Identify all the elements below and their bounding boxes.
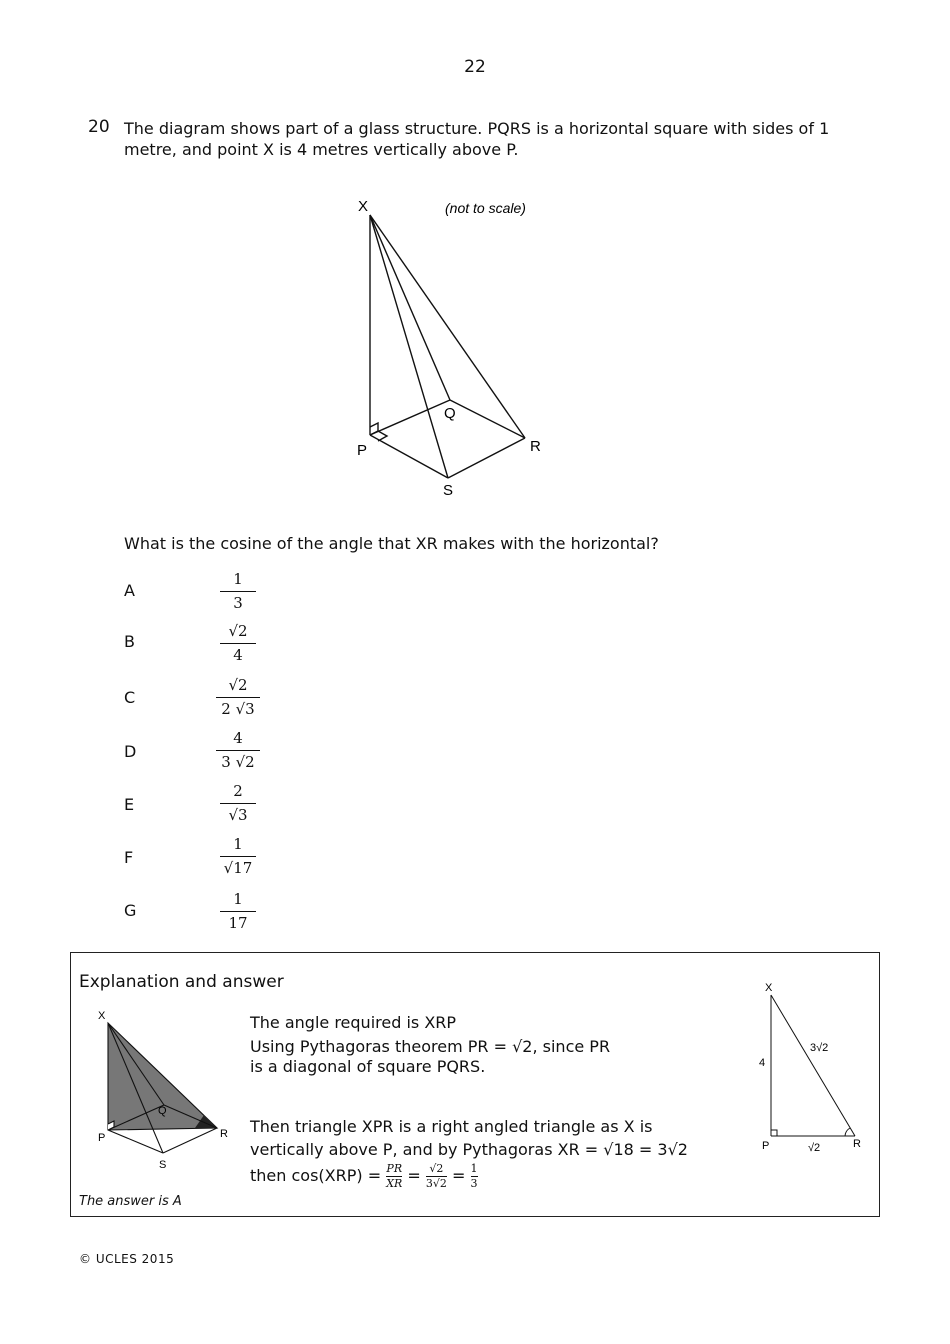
option-letter: E bbox=[124, 795, 135, 814]
fraction-denominator: 17 bbox=[228, 914, 248, 932]
pyramid-diagram bbox=[340, 190, 560, 505]
explanation-line: vertically above P, and by Pythagoras XR = √18 = 3√2 bbox=[250, 1140, 688, 1159]
option-letter: B bbox=[124, 632, 135, 651]
label-p: P bbox=[98, 1132, 106, 1144]
label-q: Q bbox=[444, 405, 456, 422]
side-xr: 3√2 bbox=[810, 1042, 829, 1054]
label-s: S bbox=[159, 1159, 167, 1171]
fraction-numerator: 1 bbox=[233, 570, 243, 588]
explanation-line: Using Pythagoras theorem PR = √2, since PR bbox=[250, 1037, 611, 1056]
option-value bbox=[214, 570, 262, 613]
label-x: X bbox=[765, 982, 773, 994]
fraction-denominator: 2 √3 bbox=[221, 700, 255, 718]
option-value bbox=[214, 782, 262, 825]
option-letter: F bbox=[124, 848, 134, 867]
label-p: P bbox=[357, 442, 368, 459]
edge-xq bbox=[370, 215, 450, 400]
fraction-numerator: 1 bbox=[233, 835, 243, 853]
copyright-footer: © UCLES 2015 bbox=[79, 1252, 175, 1266]
fraction-denominator: 3 bbox=[233, 594, 243, 612]
option-letter: A bbox=[124, 581, 135, 600]
question-number: 20 bbox=[88, 117, 110, 137]
edge-sp bbox=[370, 435, 448, 478]
fraction-numerator: 4 bbox=[233, 729, 243, 747]
fraction-numerator: 1 bbox=[470, 1162, 478, 1175]
fraction-denominator: 3√2 bbox=[425, 1177, 447, 1190]
question-text: The diagram shows part of a glass structure. PQRS is a horizontal square with sides of 1 metre, and point X is 4 metres vertically above P. bbox=[124, 119, 830, 159]
label-x: X bbox=[358, 198, 369, 215]
label-p: P bbox=[762, 1140, 770, 1152]
fraction-bar bbox=[216, 750, 260, 751]
fraction-denominator: √3 bbox=[228, 806, 248, 824]
label-r: R bbox=[853, 1138, 861, 1150]
fraction-bar bbox=[220, 911, 256, 912]
label-x: X bbox=[98, 1010, 106, 1022]
edge-pq bbox=[370, 400, 450, 435]
fraction-bar bbox=[216, 697, 260, 698]
explanation-line: is a diagonal of square PQRS. bbox=[250, 1057, 486, 1076]
fraction-root2-3root2 bbox=[426, 1163, 447, 1190]
fraction-numerator: PR bbox=[386, 1162, 403, 1175]
label-q: Q bbox=[158, 1105, 167, 1117]
edge-rs bbox=[448, 438, 525, 478]
fraction-bar bbox=[220, 643, 256, 644]
fraction-numerator: √2 bbox=[228, 676, 248, 694]
answer-text: The answer is A bbox=[79, 1194, 182, 1209]
equals-sign: = bbox=[452, 1166, 466, 1185]
label-r: R bbox=[220, 1128, 228, 1140]
fraction-numerator: 2 bbox=[233, 782, 243, 800]
explanation-title: Explanation and answer bbox=[79, 972, 284, 992]
option-value bbox=[214, 622, 262, 665]
not-to-scale-note: (not to scale) bbox=[445, 200, 526, 216]
cosine-prefix: then cos(XRP) = bbox=[250, 1166, 382, 1185]
fraction-bar bbox=[220, 856, 256, 857]
equals-sign: = bbox=[407, 1166, 421, 1185]
side-xp: 4 bbox=[759, 1057, 766, 1069]
fraction-one-third bbox=[471, 1163, 478, 1190]
fraction-denominator: XR bbox=[386, 1177, 403, 1190]
explanation-line: The angle required is XRP bbox=[250, 1013, 457, 1032]
option-value bbox=[214, 729, 262, 772]
fraction-pr-xr bbox=[386, 1163, 402, 1190]
right-angle-mark-1 bbox=[370, 423, 378, 435]
option-value bbox=[214, 835, 262, 878]
page-number: 22 bbox=[464, 57, 486, 77]
label-s: S bbox=[443, 482, 454, 499]
shaded-pyramid-diagram bbox=[92, 1005, 242, 1175]
explanation-line: Then triangle XPR is a right angled triangle as X is bbox=[250, 1117, 653, 1136]
edge-qr bbox=[450, 400, 525, 438]
fraction-numerator: √2 bbox=[228, 622, 248, 640]
fraction-denominator: 3 √2 bbox=[221, 753, 255, 771]
question-prompt: What is the cosine of the angle that XR makes with the horizontal? bbox=[124, 534, 659, 553]
option-letter: C bbox=[124, 688, 136, 707]
option-letter: D bbox=[124, 742, 137, 761]
option-value bbox=[214, 890, 262, 933]
fraction-numerator: 1 bbox=[233, 890, 243, 908]
fraction-bar bbox=[220, 803, 256, 804]
fraction-bar bbox=[220, 591, 256, 592]
right-angle-mark-2 bbox=[378, 431, 387, 441]
option-value bbox=[214, 676, 262, 719]
label-r: R bbox=[530, 438, 541, 455]
fraction-denominator: √17 bbox=[223, 859, 253, 877]
side-pr: √2 bbox=[808, 1142, 821, 1154]
fraction-denominator: 4 bbox=[233, 646, 243, 664]
fraction-denominator: 3 bbox=[470, 1177, 478, 1190]
option-letter: G bbox=[124, 901, 137, 920]
cosine-working bbox=[250, 1163, 478, 1190]
right-triangle-diagram bbox=[752, 975, 872, 1155]
fraction-numerator: √2 bbox=[429, 1162, 444, 1175]
